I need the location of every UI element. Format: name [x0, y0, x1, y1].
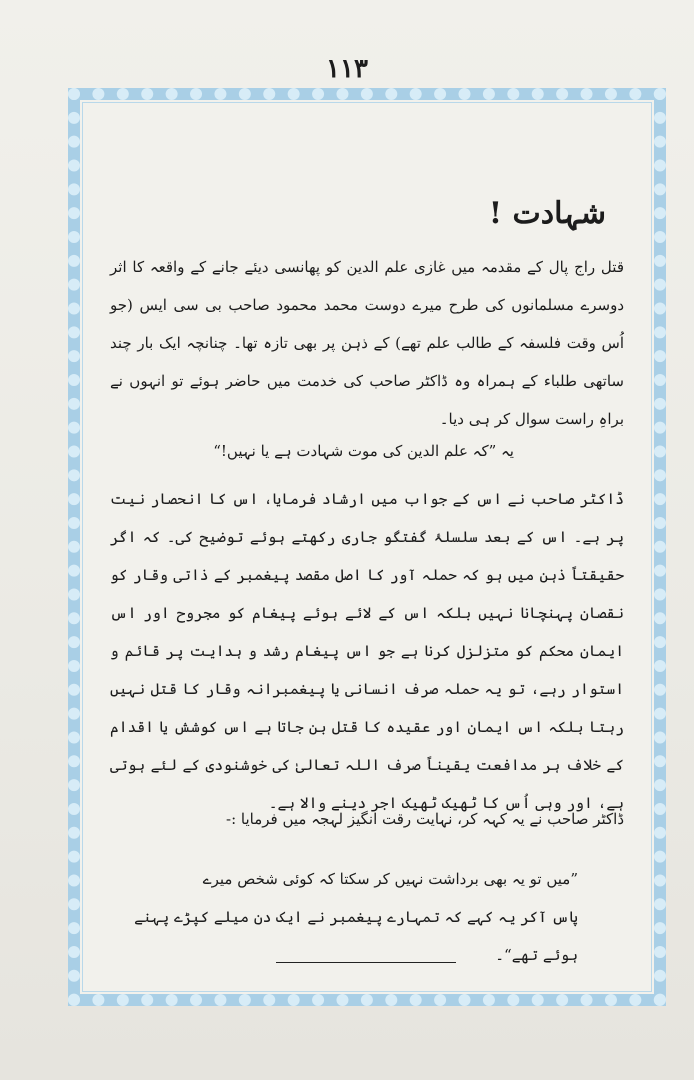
section-divider: [276, 962, 456, 963]
paragraph-closing: ڈاکٹر صاحب نے یہ کہہ کر، نہایت رقت انگیز لہجہ میں فرمایا :-: [226, 810, 624, 828]
chapter-title: شہادت !: [488, 196, 606, 231]
question-text: یہ ”کہ علم الدین کی موت شہادت ہے یا نہیں!“: [213, 442, 514, 460]
quotation-block: [110, 860, 578, 974]
quote-line: پاس آکر یہ کہے کہ تمہارے پیغمبر نے ایک دن میلے کپڑے پہنے ہوئے تھے“۔: [134, 908, 578, 964]
decorative-border-frame: [68, 88, 666, 1006]
paragraph-answer: ڈاکٹر صاحب نے اس کے جواب میں ارشاد فرمایا، اس کا انحصار نیت پر ہے۔ اس کے بعد سلسلۂ گفتگو جاری رکھتے ہوئے توضیح کی۔ کہ اگر حقیقتاً ذہن میں ہو کہ حملہ آور کا اصل مقصد پیغمبر کے ذاتی وقار کو نقصان پہنچانا نہیں بلکہ اس کے لائے ہوئے پیغام کو مجروح اور اس ایمان محکم کو متزلزل کرنا ہے جو اس پیغام رشد و ہدایت پر قائم و استوار رہے، تو یہ حملہ صرف انسانی یا پیغمبرانہ وقار کا قتل نہیں رہتا بلکہ اس ایمان اور عقیدہ کا قتل بن جاتا ہے اس کوشش یا اقدام کے خلاف ہر مدافعت یقیناً صرف اللہ تعالیٰ کی خوشنودی کے لئے ہوتی ہے، اور وہی اُس کا ٹھیک ٹھیک اجر دینے والا ہے۔: [110, 490, 624, 812]
page-number: ۱۱۳: [326, 54, 368, 84]
paragraph-intro: قتل راج پال کے مقدمہ میں غازی علم الدین کو پھانسی دیئے جانے کے واقعہ کا اثر دوسرے مسلمانوں کی طرح میرے دوست محمد محمود صاحب بی سی ایس (جو اُس وقت فلسفہ کے طالب علم تھے) کے ذہن پر بھی تازہ تھا۔ چنانچہ ایک بار چند ساتھی طلباء کے ہمراہ وہ ڈاکٹر صاحب کی خدمت میں حاضر ہوئے تو انہوں نے براہِ راست سوال کر ہی دیا۔: [110, 258, 624, 428]
quote-line: ”میں تو یہ بھی برداشت نہیں کر سکتا کہ کوئی شخص میرے: [202, 870, 578, 888]
